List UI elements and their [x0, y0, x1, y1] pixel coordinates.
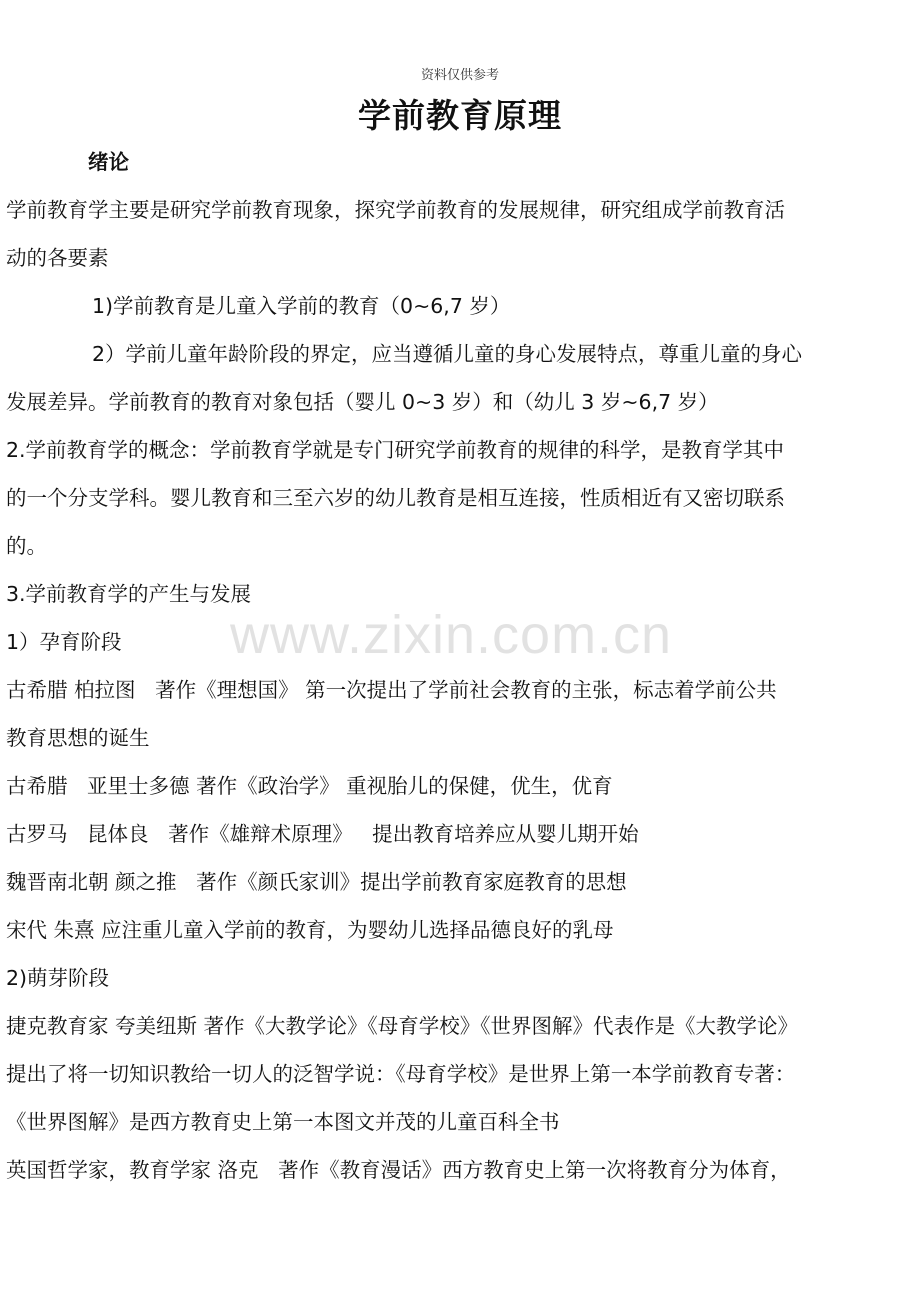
paragraph-line: 学前教育学主要是研究学前教育现象，探究学前教育的发展规律，研究组成学前教育活 [6, 198, 785, 222]
paragraph-line: 古希腊 亚里士多德 著作《政治学》 重视胎儿的保健，优生，优育 [6, 774, 613, 798]
paragraph-line: 的一个分支学科。婴儿教育和三至六岁的幼儿教育是相互连接，性质相近有又密切联系 [6, 486, 785, 510]
paragraph-line: 1)学前教育是儿童入学前的教育（0~6,7 岁） [92, 294, 511, 318]
paragraph-line: 宋代 朱熹 应注重儿童入学前的教育，为婴幼儿选择品德良好的乳母 [6, 918, 614, 942]
paragraph-line: 提出了将一切知识教给一切人的泛智学说：《母育学校》是世界上第一本学前教育专著： [6, 1062, 796, 1086]
paragraph-line: 动的各要素 [6, 246, 109, 270]
section-heading: 3.学前教育学的产生与发展 [6, 582, 252, 606]
paragraph-line: 2.学前教育学的概念：学前教育学就是专门研究学前教育的规律的科学，是教育学其中 [6, 438, 785, 462]
paragraph-line: 的。 [6, 534, 47, 558]
paragraph-line: 2）学前儿童年龄阶段的界定，应当遵循儿童的身心发展特点，尊重儿童的身心 [92, 342, 803, 366]
paragraph-line: 魏晋南北朝 颜之推 著作《颜氏家训》提出学前教育家庭教育的思想 [6, 870, 627, 894]
watermark: www.zixin.com.cn [230, 605, 673, 665]
paragraph-line: 捷克教育家 夸美纽斯 著作《大教学论》《母育学校》《世界图解》代表作是《大教学论》 [6, 1014, 799, 1038]
paragraph-line: 《世界图解》是西方教育史上第一本图文并茂的儿童百科全书 [6, 1110, 560, 1134]
paragraph-line: 古希腊 柏拉图 著作《理想国》 第一次提出了学前社会教育的主张，标志着学前公共 [6, 678, 777, 702]
paragraph-line: 教育思想的诞生 [6, 726, 150, 750]
document-title: 学前教育原理 [358, 96, 562, 135]
heading-introduction: 绪论 [88, 150, 129, 174]
paragraph-line: 古罗马 昆体良 著作《雄辩术原理》 提出教育培养应从婴儿期开始 [6, 822, 639, 846]
subsection-heading: 2)萌芽阶段 [6, 966, 110, 990]
header-note: 资料仅供参考 [420, 68, 499, 83]
paragraph-line: 发展差异。学前教育的教育对象包括（婴儿 0~3 岁）和（幼儿 3 岁~6,7 岁） [6, 390, 719, 414]
paragraph-line: 英国哲学家，教育学家 洛克 著作《教育漫话》西方教育史上第一次将教育分为体育， [6, 1158, 791, 1182]
subsection-heading: 1）孕育阶段 [6, 630, 122, 654]
